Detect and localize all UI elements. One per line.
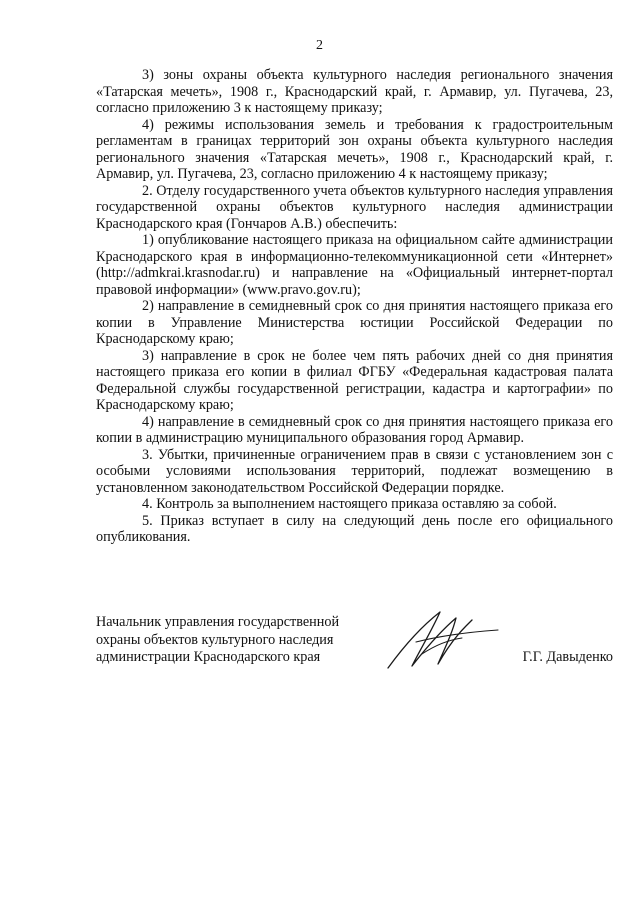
paragraph-cadastral-copy: 3) направление в срок не более чем пять рабочих дней со дня принятия настоящего приказа его копии в филиал ФГБУ «Федеральная кадастровая палата Федеральной службы государственной регистрации, кадастра и картографии» по Краснодарскому краю; [96, 347, 613, 413]
signature-block [96, 614, 613, 674]
signatory-title [96, 614, 366, 667]
signatory-name: Г.Г. Давыденко [522, 649, 613, 665]
signatory-title-line: администрации Краснодарского края [96, 649, 321, 665]
paragraph-ministry-copy: 2) направление в семидневный срок со дня принятия настоящего приказа его копии в Управление Министерства юстиции Российской Федерации по Краснодарскому краю; [96, 298, 613, 347]
page-number: 2 [316, 38, 323, 53]
paragraph-section-2: 2. Отделу государственного учета объектов культурного наследия управления государственной охраны объектов культурного наследия администрации Краснодарского края (Гончаров А.В.) обеспечить: [96, 182, 613, 232]
handwritten-signature [382, 606, 502, 676]
paragraph-item-3-zones: 3) зоны охраны объекта культурного наследия регионального значения «Татарская мечеть», 1908 г., Краснодарский край, г. Армавир, ул. Пугачева, 23, согласно приложению 3 к настоящему приказу; [96, 67, 613, 116]
paragraph-section-4: 4. Контроль за выполнением настоящего приказа оставляю за собой. [142, 496, 557, 512]
paragraph-section-3: 3. Убытки, причиненные ограничением прав в связи с установлением зон с особыми условиями использования территорий, подлежат возмещению в установленном законодательством Российской Федерации порядке. [96, 446, 613, 496]
signatory-title-line: охраны объектов культурного наследия [96, 631, 334, 648]
signatory-title-line: Начальник управления государственной [96, 614, 340, 630]
paragraph-publication: 1) опубликование настоящего приказа на официальном сайте администрации Краснодарского края в информационно-телекоммуникационной сети «Интернет» (http://admkrai.krasnodar.ru) и направление на «Официальный интернет-портал правовой информации» (www.pravo.gov.ru); [96, 232, 613, 298]
document-body [96, 67, 613, 546]
paragraph-item-4-regimes: 4) режимы использования земель и требования к градостроительным регламентам в границах территорий зон охраны объекта культурного наследия регионального значения «Татарская мечеть», 1908 г., Краснодарский край, г. Армавир, ул. Пугачева, 23, согласно приложению 4 к настоящему приказу; [96, 116, 613, 182]
paragraph-armavir-copy: 4) направление в семидневный срок со дня принятия настоящего приказа его копии в администрацию муниципального образования город Армавир. [96, 413, 613, 446]
paragraph-section-5: 5. Приказ вступает в силу на следующий день после его официального опубликования. [96, 512, 613, 545]
